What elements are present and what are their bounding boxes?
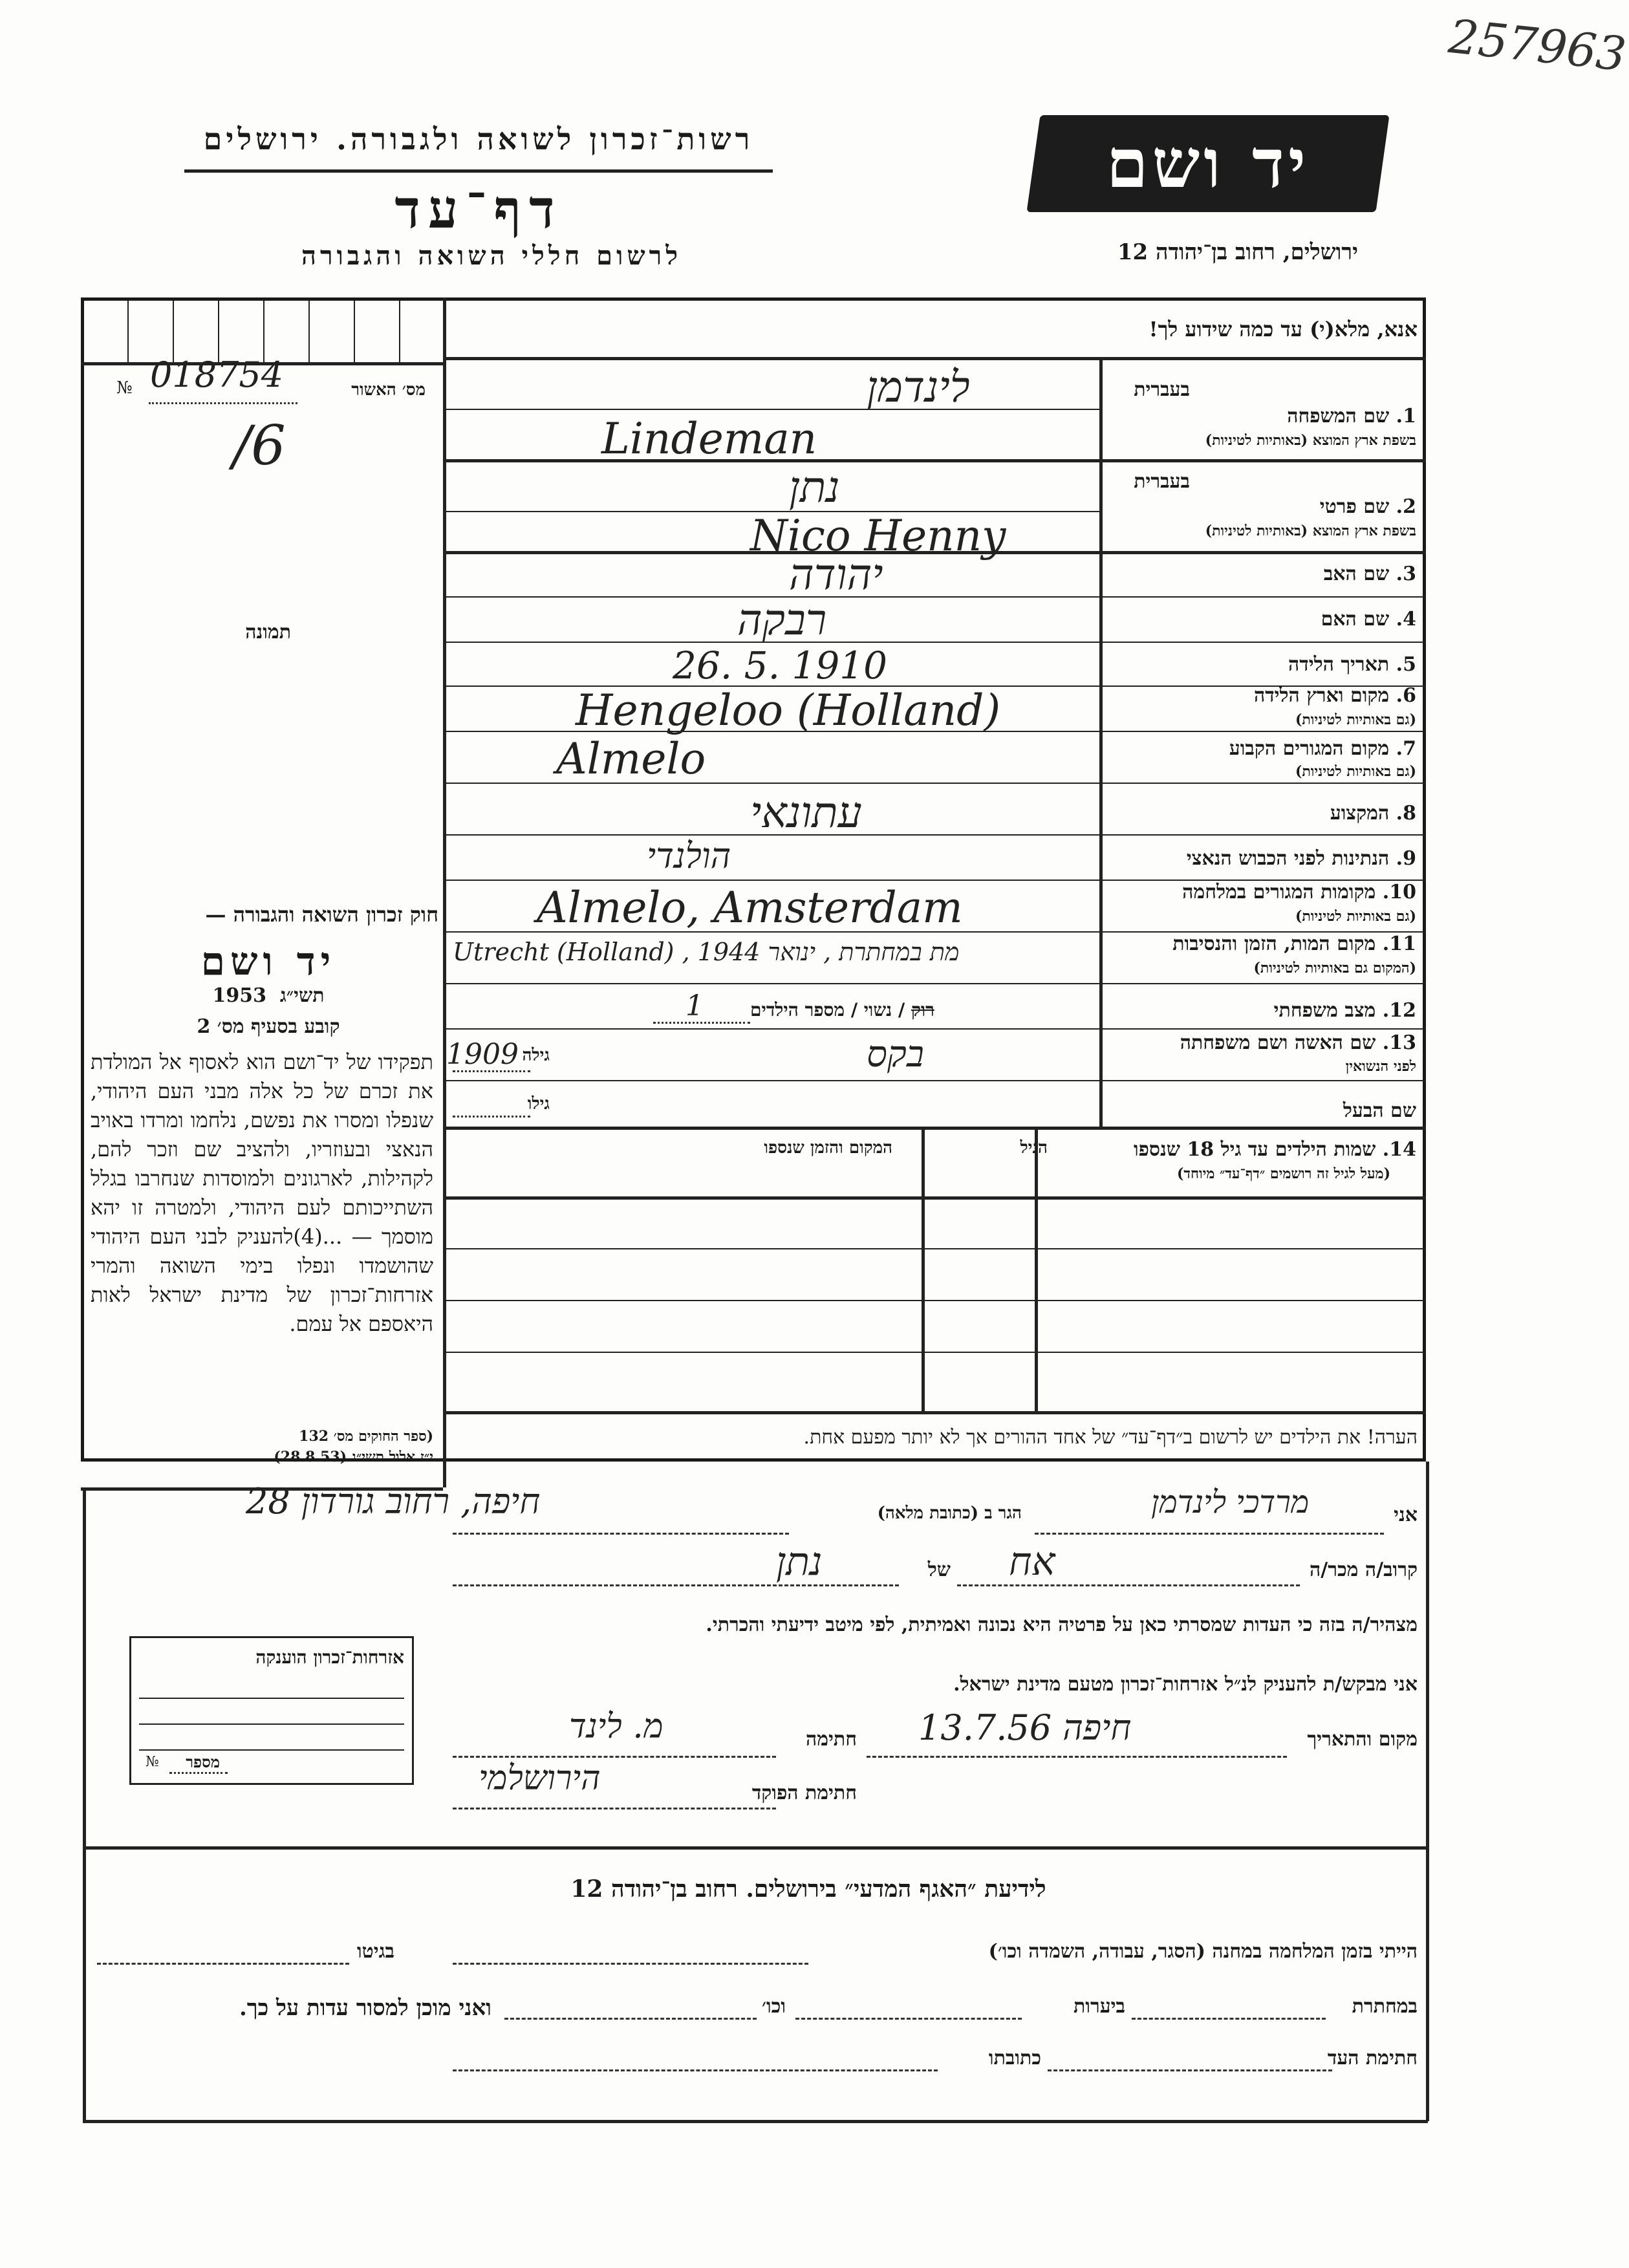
children-col-sep-1 [1035, 1127, 1038, 1411]
field-3-label-text: שם האב [1323, 563, 1390, 585]
field-9-number: 9. [1396, 847, 1416, 870]
row-line-14 [443, 1127, 1426, 1130]
footer-line2-d: ואני מוכן למסור עדות על כך. [239, 1995, 491, 2021]
tick-3 [218, 301, 219, 362]
law-year-number: 1953 [212, 984, 266, 1007]
field-12-struck-option: רוק [911, 999, 934, 1021]
field-3-value: יהודה [789, 550, 883, 599]
field-9-value: הולנדי [647, 836, 731, 876]
declaration-request: אני מבקש/ת להעניק לנ״ל אזרחות־זכרון מטעם מדינת ישראל. [953, 1673, 1418, 1696]
decl-frame-left [83, 1487, 86, 1846]
footer-line2-a: במחתרת [1352, 1995, 1418, 2018]
label-column-separator [1099, 357, 1103, 1127]
children-place-col: המקום והזמן שנספו [764, 1138, 892, 1158]
form-subtitle: לרשום חללי השואה והגבורה [301, 241, 682, 271]
footer-line3-b: כתובתו [988, 2047, 1041, 2069]
form-title: דף־עד [394, 178, 563, 241]
cert-number-line [149, 402, 297, 404]
field-2-value-latin: Nico Henny [750, 511, 1006, 561]
field-13-label [1180, 1031, 1416, 1054]
citizenship-number-prefix: № [146, 1754, 159, 1770]
law-year [162, 984, 375, 1007]
field-2-number: 2. [1396, 495, 1416, 518]
declarant-i-label: אני [1394, 1504, 1418, 1526]
field-5-label-text: תאריך הלידה [1288, 653, 1390, 676]
field-3-number: 3. [1396, 563, 1416, 585]
children-label-text: שמות הילדים עד גיל 18 שנספו [1133, 1138, 1376, 1161]
field-13-wife-age: 1909 [446, 1038, 519, 1071]
field-13-age-label: גילה [522, 1046, 550, 1065]
footer-line3-a: חתימת העד [1327, 2047, 1418, 2069]
field-7-label [1229, 737, 1416, 760]
declarant-relation-line [957, 1584, 1300, 1586]
cert-number-prefix: № [116, 378, 133, 398]
row-line-13 [443, 1080, 1426, 1081]
children-number: 14. [1382, 1138, 1416, 1161]
law-title: חוק זכרון השואה והגבורה — [205, 902, 438, 927]
field-4-label-text: שם האם [1321, 608, 1390, 631]
tick-6 [354, 301, 355, 362]
children-row-1 [443, 1248, 1426, 1249]
field-7-value: Almelo [556, 734, 706, 784]
field-11-sub: (המקום גם באותיות לטיניות) [1253, 960, 1416, 977]
footer-line3-fill-1 [1048, 2069, 1332, 2071]
field-6-sub: (גם באותיות לטיניות) [1295, 711, 1416, 728]
top-note-divider [443, 357, 1426, 360]
tick-5 [308, 301, 310, 362]
field-13-sub: לפני הנשואין [1345, 1058, 1416, 1075]
declarant-relative-label: קרוב/ה מכר/ה [1310, 1559, 1418, 1581]
field-10-number: 10. [1382, 881, 1416, 903]
field-8-label-text: המקצוע [1330, 802, 1390, 825]
field-1-label [1287, 405, 1416, 427]
place-date-value: חיפה 13.7.56 [918, 1707, 1132, 1748]
photo-label: תמונה [245, 621, 291, 643]
field-5-value: 26. 5. 1910 [673, 643, 888, 687]
footer-line2-fill-1 [1132, 2018, 1326, 2020]
declarant-address: חיפה, רחוב גורדון 28 [246, 1481, 541, 1522]
children-col-sep-2 [922, 1127, 925, 1411]
authority-title: רשות־זכרון לשואה ולגבורה. ירושלים [203, 122, 754, 157]
header-address: ירושלים, רחוב בן־יהודה 12 [1117, 239, 1358, 265]
declarant-of-label: של [927, 1559, 951, 1581]
signature-line [453, 1756, 776, 1758]
authority-underline [184, 169, 773, 173]
children-age-col: הגיל [1020, 1138, 1048, 1158]
tick-1 [127, 301, 129, 362]
field-9-label [1187, 847, 1416, 870]
archive-number: 257963 [1446, 8, 1629, 82]
row-line-11 [443, 983, 1426, 984]
children-header-line [443, 1196, 1426, 1200]
field-2-value-hebrew: נתן [789, 462, 840, 512]
field-4-label [1321, 608, 1416, 631]
field-1-number: 1. [1396, 405, 1416, 427]
field-2-hebrew-tag: בעברית [1134, 470, 1190, 493]
husband-age-line [453, 1116, 530, 1118]
field-2-sub: בשפת ארץ המוצא (באותיות לטיניות) [1205, 523, 1416, 539]
field-7-sub: (גם באותיות לטיניות) [1295, 763, 1416, 780]
field-9-label-text: הנתינות לפני הכבוש הנאצי [1186, 847, 1390, 870]
footer-frame-right [1426, 1462, 1429, 2121]
declarant-name-line [1035, 1533, 1384, 1535]
children-label [1134, 1138, 1416, 1161]
declarant-address-line [453, 1533, 789, 1535]
field-11-value: מת במחתרת , ינואר 1944 , Utrecht (Holland) [453, 938, 960, 966]
law-name: יד ושם [200, 939, 336, 984]
field-12-label-text: מצב משפחתי [1273, 999, 1376, 1022]
field-2-label [1320, 495, 1416, 518]
row-line-12 [443, 1028, 1426, 1030]
law-year-he: תשי״ג [279, 984, 325, 1007]
place-date-line [867, 1756, 1287, 1758]
footer-line3-fill-2 [453, 2069, 938, 2071]
field-13-number: 13. [1382, 1031, 1416, 1054]
yad-vashem-logo [1026, 115, 1389, 212]
tick-4 [263, 301, 264, 362]
footer-line2-fill-2 [795, 2018, 1022, 2020]
field-8-label [1330, 802, 1416, 825]
field-1-value-hebrew: לינדמן [867, 362, 970, 412]
field-6-number: 6. [1396, 684, 1416, 707]
row-line-3 [443, 596, 1426, 598]
field-1-label-text: שם המשפחה [1287, 405, 1390, 427]
logo-text: יד ושם [1106, 124, 1310, 203]
children-bottom [443, 1411, 1426, 1414]
place-date-label: מקום והתאריך [1307, 1728, 1418, 1751]
field-3-label [1324, 563, 1416, 585]
footer-title: לידיעת ״האגף המדעי״ בירושלים. רחוב בן־יהודה 12 [570, 1875, 1046, 1903]
footer-line1-a: הייתי בזמן המלחמה במחנה (הסגר, עבודה, השמדה וכו׳) [988, 1940, 1418, 1963]
citizenship-box-line-1 [139, 1698, 404, 1699]
field-12-marital-text: / נשוי / מספר הילדים [750, 999, 905, 1021]
row-line-8 [443, 834, 1426, 836]
declarant-signature: מ. לינד [569, 1707, 663, 1746]
field-8-number: 8. [1396, 802, 1416, 825]
field-5-label [1288, 653, 1416, 676]
signature-label: חתימה [806, 1728, 857, 1751]
footer-separator [84, 1846, 1429, 1850]
citizenship-box-line-3 [139, 1749, 404, 1751]
citizenship-box-title: אזרחות־זכרון הוענקה [255, 1647, 404, 1668]
footer-line1-b: בגיטו [356, 1940, 394, 1963]
children-note: הערה! את הילדים יש לרשום ב״דף־עד״ של אחד ההורים אך לא יותר מפעם אחת. [803, 1426, 1418, 1449]
law-clause: קובע בסעיף מס׳ 2 [197, 1015, 340, 1038]
field-2-label-text: שם פרטי [1319, 495, 1390, 518]
declarant-of-line [453, 1584, 899, 1586]
field-6-label [1254, 684, 1416, 707]
field-1-sub: בשפת ארץ המוצא (באותיות לטיניות) [1205, 432, 1416, 449]
law-text: תפקידו של יד־ושם הוא לאסוף אל המולדת את זכרם של כל אלה מבני העם היהודי, שנפלו ומסרו את נפשם, נלחמו ומרדו באויב הנאצי ובעוזריו, ולהציב שם וזכר להם, לקהילות, לארגונים ולמוסדות שנחרבו בגלל השתייכותם לעם היהודי, ולמטרה זו יהא מוסמך — ...(4)להעניק לבני העם היהודי שהושמדו ונפלו בימי השואה והמרי אזרחות־זכרון של מדינת ישראל לאות היאספם אל עמם. [91, 1050, 434, 1336]
declarant-of-name: נתן [776, 1539, 823, 1584]
husband-age-label: גילו [527, 1094, 550, 1114]
top-note: אנא, מלא(י) עד כמה שידוע לך! [1149, 317, 1418, 341]
cert-number: 018754 [150, 354, 284, 395]
declaration-text: מצהיר/ה בזה כי העדות שמסרתי כאן על פרטיה היא נכונה ואמיתית, לפי מיטב ידיעתי והכרתי. [706, 1614, 1418, 1636]
field-7-label-text: מקום המגורים הקבוע [1229, 737, 1390, 760]
footer-line1-fill-2 [97, 1963, 349, 1965]
field-12-number: 12. [1382, 999, 1416, 1022]
field-13-label-text: שם האשה ושם משפחתה [1180, 1031, 1376, 1054]
field-4-value: רבקה [737, 595, 827, 645]
row-line-1 [443, 459, 1426, 462]
official-line [453, 1808, 776, 1809]
field-13-wife-name: בקס [867, 1033, 924, 1075]
field-12-label [1274, 999, 1416, 1022]
field-10-value: Almelo, Amsterdam [537, 883, 963, 933]
footer-frame-left [83, 1846, 86, 2121]
field-1-hebrew-tag: בעברית [1134, 378, 1190, 401]
husband-label: שם הבעל [1343, 1099, 1416, 1122]
field-10-label [1182, 881, 1416, 903]
declarant-name: מרדכי לינדמן [1151, 1484, 1310, 1520]
declarant-relation: אח [1009, 1539, 1055, 1584]
field-7-number: 7. [1396, 737, 1416, 760]
row-line-4 [443, 642, 1426, 643]
citizenship-number-label: מספר [186, 1753, 220, 1771]
field-5-number: 5. [1396, 653, 1416, 676]
tick-2 [173, 301, 174, 362]
cert-label: מס׳ האשור [351, 380, 426, 400]
field-11-label [1172, 933, 1416, 955]
field-12-marital [750, 999, 934, 1021]
field-13-age-line [453, 1070, 530, 1072]
law-ref-2: י״ז אלול תשי״ג (28.8.53) [274, 1449, 433, 1465]
field-6-value: Hengeloo (Holland) [576, 686, 1001, 735]
children-row-2 [443, 1300, 1426, 1301]
field-10-sub: (גם באותיות לטיניות) [1295, 908, 1416, 925]
field-12-children-count: 1 [685, 989, 704, 1022]
field-11-label-text: מקום המות, הזמן והנסיבות [1172, 933, 1376, 955]
footer-frame-bottom [83, 2120, 1428, 2123]
official-label: חתימת הפוקד [751, 1782, 857, 1804]
row-line-1a [443, 409, 1099, 410]
footer-line2-c: וכו׳ [762, 1995, 786, 2018]
footer-line2-fill-3 [504, 2018, 757, 2020]
official-signature: הירושלמי [479, 1759, 601, 1798]
field-4-number: 4. [1396, 608, 1416, 631]
field-8-value: עתונאי [750, 788, 862, 837]
field-6-label-text: מקום וארץ הלידה [1253, 684, 1390, 707]
citizenship-number-line [169, 1772, 228, 1774]
footer-line1-fill-1 [453, 1963, 808, 1965]
field-1-value-latin: Lindeman [601, 414, 817, 464]
children-sub: (מעל לגיל זה רושמים ״דף־עד״ מיוחד) [1176, 1165, 1390, 1182]
field-11-number: 11. [1382, 933, 1416, 955]
law-ref-1: (ספר החוקים מס׳ 132 [299, 1428, 433, 1445]
cert-suffix: /6 [233, 414, 286, 477]
children-row-3 [443, 1352, 1426, 1353]
footer-line2-b: ביערות [1073, 1995, 1125, 2018]
field-10-label-text: מקומות המגורים במלחמה [1182, 881, 1376, 903]
citizenship-box-line-2 [139, 1723, 404, 1725]
declarant-residing-label: הגר ב (כתובת מלאה) [877, 1504, 1022, 1523]
tick-7 [399, 301, 400, 362]
